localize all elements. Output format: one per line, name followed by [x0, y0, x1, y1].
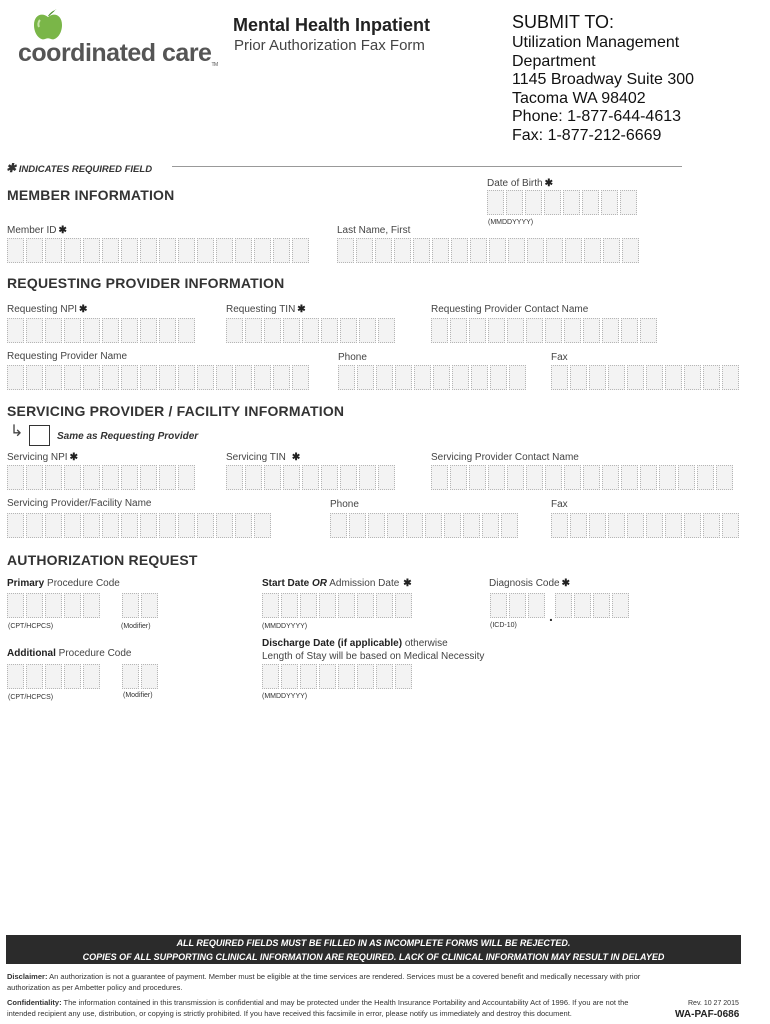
servicing-tin-field[interactable] [226, 465, 397, 490]
servicing-phone-label: Phone [330, 499, 359, 510]
required-banner [6, 935, 741, 964]
dob-hint: (MMDDYYYY) [488, 219, 534, 226]
additional-procedure-label: Additional Procedure Code [7, 648, 132, 659]
primary-modifier-hint: (Modifier) [121, 623, 151, 630]
requesting-contact-field[interactable] [431, 318, 659, 343]
servicing-npi-field[interactable] [7, 465, 197, 490]
primary-procedure-field[interactable] [7, 593, 102, 618]
member-name-label: Last Name, First [337, 225, 411, 236]
requesting-name-label: Requesting Provider Name [7, 351, 128, 362]
apple-icon [32, 8, 64, 42]
address-line: 1145 Broadway Suite 300 [512, 71, 695, 88]
discharge-label: Discharge Date (if applicable) otherwise [262, 638, 448, 649]
banner-line-2: COPIES OF ALL SUPPORTING CLINICAL INFORMATION ARE REQUIRED. LACK OF CLINICAL INFORMATION MAY RESULT IN DELAYED [82, 951, 665, 962]
required-divider [172, 166, 682, 167]
servicing-phone-field[interactable] [330, 513, 520, 538]
form-subtitle: Prior Authorization Fax Form [234, 37, 425, 54]
required-note: ✱ INDICATES REQUIRED FIELD [6, 161, 153, 175]
decimal-point: . [549, 608, 553, 624]
section-title-member: MEMBER INFORMATION [7, 187, 175, 203]
logo [18, 8, 218, 70]
dob-field[interactable] [487, 190, 639, 215]
confidentiality [7, 997, 643, 1019]
member-id-label: Member ID ✱ [7, 225, 67, 236]
servicing-fax-label: Fax [551, 499, 568, 510]
arrow-return-icon: ↳ [10, 423, 24, 440]
section-title-authorization: AUTHORIZATION REQUEST [7, 552, 198, 568]
diagnosis-field[interactable] [490, 593, 631, 624]
requesting-name-field[interactable] [7, 365, 311, 390]
start-date-field[interactable] [262, 593, 414, 618]
primary-modifier-field[interactable] [122, 593, 160, 618]
servicing-contact-label: Servicing Provider Contact Name [431, 452, 579, 463]
icd-hint: (ICD-10) [490, 622, 517, 629]
submit-to-address [512, 34, 694, 145]
additional-cpt-hint: (CPT/HCPCS) [8, 694, 54, 701]
form-title: Mental Health Inpatient [233, 15, 431, 35]
dob-label: Date of Birth ✱ [487, 178, 553, 189]
servicing-name-label: Servicing Provider/Facility Name [7, 498, 152, 509]
requesting-contact-label: Requesting Provider Contact Name [431, 304, 589, 315]
confidentiality-label: Confidentiality: [7, 998, 62, 1007]
requesting-fax-label: Fax [551, 352, 568, 363]
confidentiality-text: The information contained in this transmission is confidential and may be protected under the Health Insurance Portability and Accountability Act of 1996. If you are not the intended recipient any use, distribution, or copying is strictly prohibited. If you have received this facsimile in error, please notify us immediately and destroy this document. [7, 998, 629, 1018]
primary-cpt-hint: (CPT/HCPCS) [8, 623, 54, 630]
servicing-name-field[interactable] [7, 513, 273, 538]
start-date-hint: (MMDDYYYY) [262, 623, 308, 630]
disclaimer [7, 971, 667, 993]
discharge-note: Length of Stay will be based on Medical Necessity [262, 651, 485, 662]
address-line: Phone: 1-877-644-4613 [512, 108, 682, 125]
additional-modifier-hint: (Modifier) [123, 692, 153, 699]
section-title-requesting: REQUESTING PROVIDER INFORMATION [7, 275, 285, 291]
servicing-npi-label: Servicing NPI ✱ [7, 452, 78, 463]
additional-modifier-field[interactable] [122, 664, 160, 689]
diagnosis-label: Diagnosis Code ✱ [489, 578, 570, 589]
disclaimer-text: An authorization is not a guarantee of payment. Member must be eligible at the time services are rendered. Services must be a covered benefit and medically necessary with prior authorization as per Ambetter policy and procedures. [7, 972, 641, 992]
servicing-tin-label: Servicing TIN ✱ [226, 452, 301, 463]
address-line: Utilization Management [512, 34, 680, 51]
address-line: Department [512, 52, 596, 70]
additional-procedure-field[interactable] [7, 664, 102, 689]
same-as-checkbox[interactable] [29, 425, 50, 446]
requesting-fax-field[interactable] [551, 365, 741, 390]
address-line: Tacoma WA 98402 [512, 89, 646, 107]
same-as-label: Same as Requesting Provider [57, 431, 199, 442]
address-line: Fax: 1-877-212-6669 [512, 126, 662, 144]
requesting-tin-field[interactable] [226, 318, 397, 343]
revision-date: Rev. 10 27 2015 [688, 1000, 739, 1007]
member-name-field[interactable] [337, 238, 641, 263]
servicing-fax-field[interactable] [551, 513, 741, 538]
start-date-label: Start Date OR Admission Date ✱ [262, 578, 412, 589]
requesting-npi-field[interactable] [7, 318, 197, 343]
requesting-phone-label: Phone [338, 352, 367, 363]
requesting-npi-label: Requesting NPI ✱ [7, 304, 88, 315]
requesting-phone-field[interactable] [338, 365, 528, 390]
form-id: WA-PAF-0686 [675, 1009, 740, 1020]
section-title-servicing: SERVICING PROVIDER / FACILITY INFORMATION [7, 403, 345, 419]
servicing-contact-field[interactable] [431, 465, 735, 490]
submit-to-heading: SUBMIT TO: [512, 12, 615, 32]
disclaimer-label: Disclaimer: [7, 972, 48, 981]
primary-procedure-label: Primary Procedure Code [7, 578, 120, 589]
banner-line-1: ALL REQUIRED FIELDS MUST BE FILLED IN AS INCOMPLETE FORMS WILL BE REJECTED. [176, 938, 571, 948]
member-id-field[interactable] [7, 238, 311, 263]
discharge-date-field[interactable] [262, 664, 414, 689]
discharge-date-hint: (MMDDYYYY) [262, 693, 308, 700]
brand-tm: TM [211, 62, 218, 68]
brand-name: coordinated care [18, 39, 212, 67]
requesting-tin-label: Requesting TIN ✱ [226, 304, 306, 315]
required-star-icon: ✱ [6, 161, 17, 175]
